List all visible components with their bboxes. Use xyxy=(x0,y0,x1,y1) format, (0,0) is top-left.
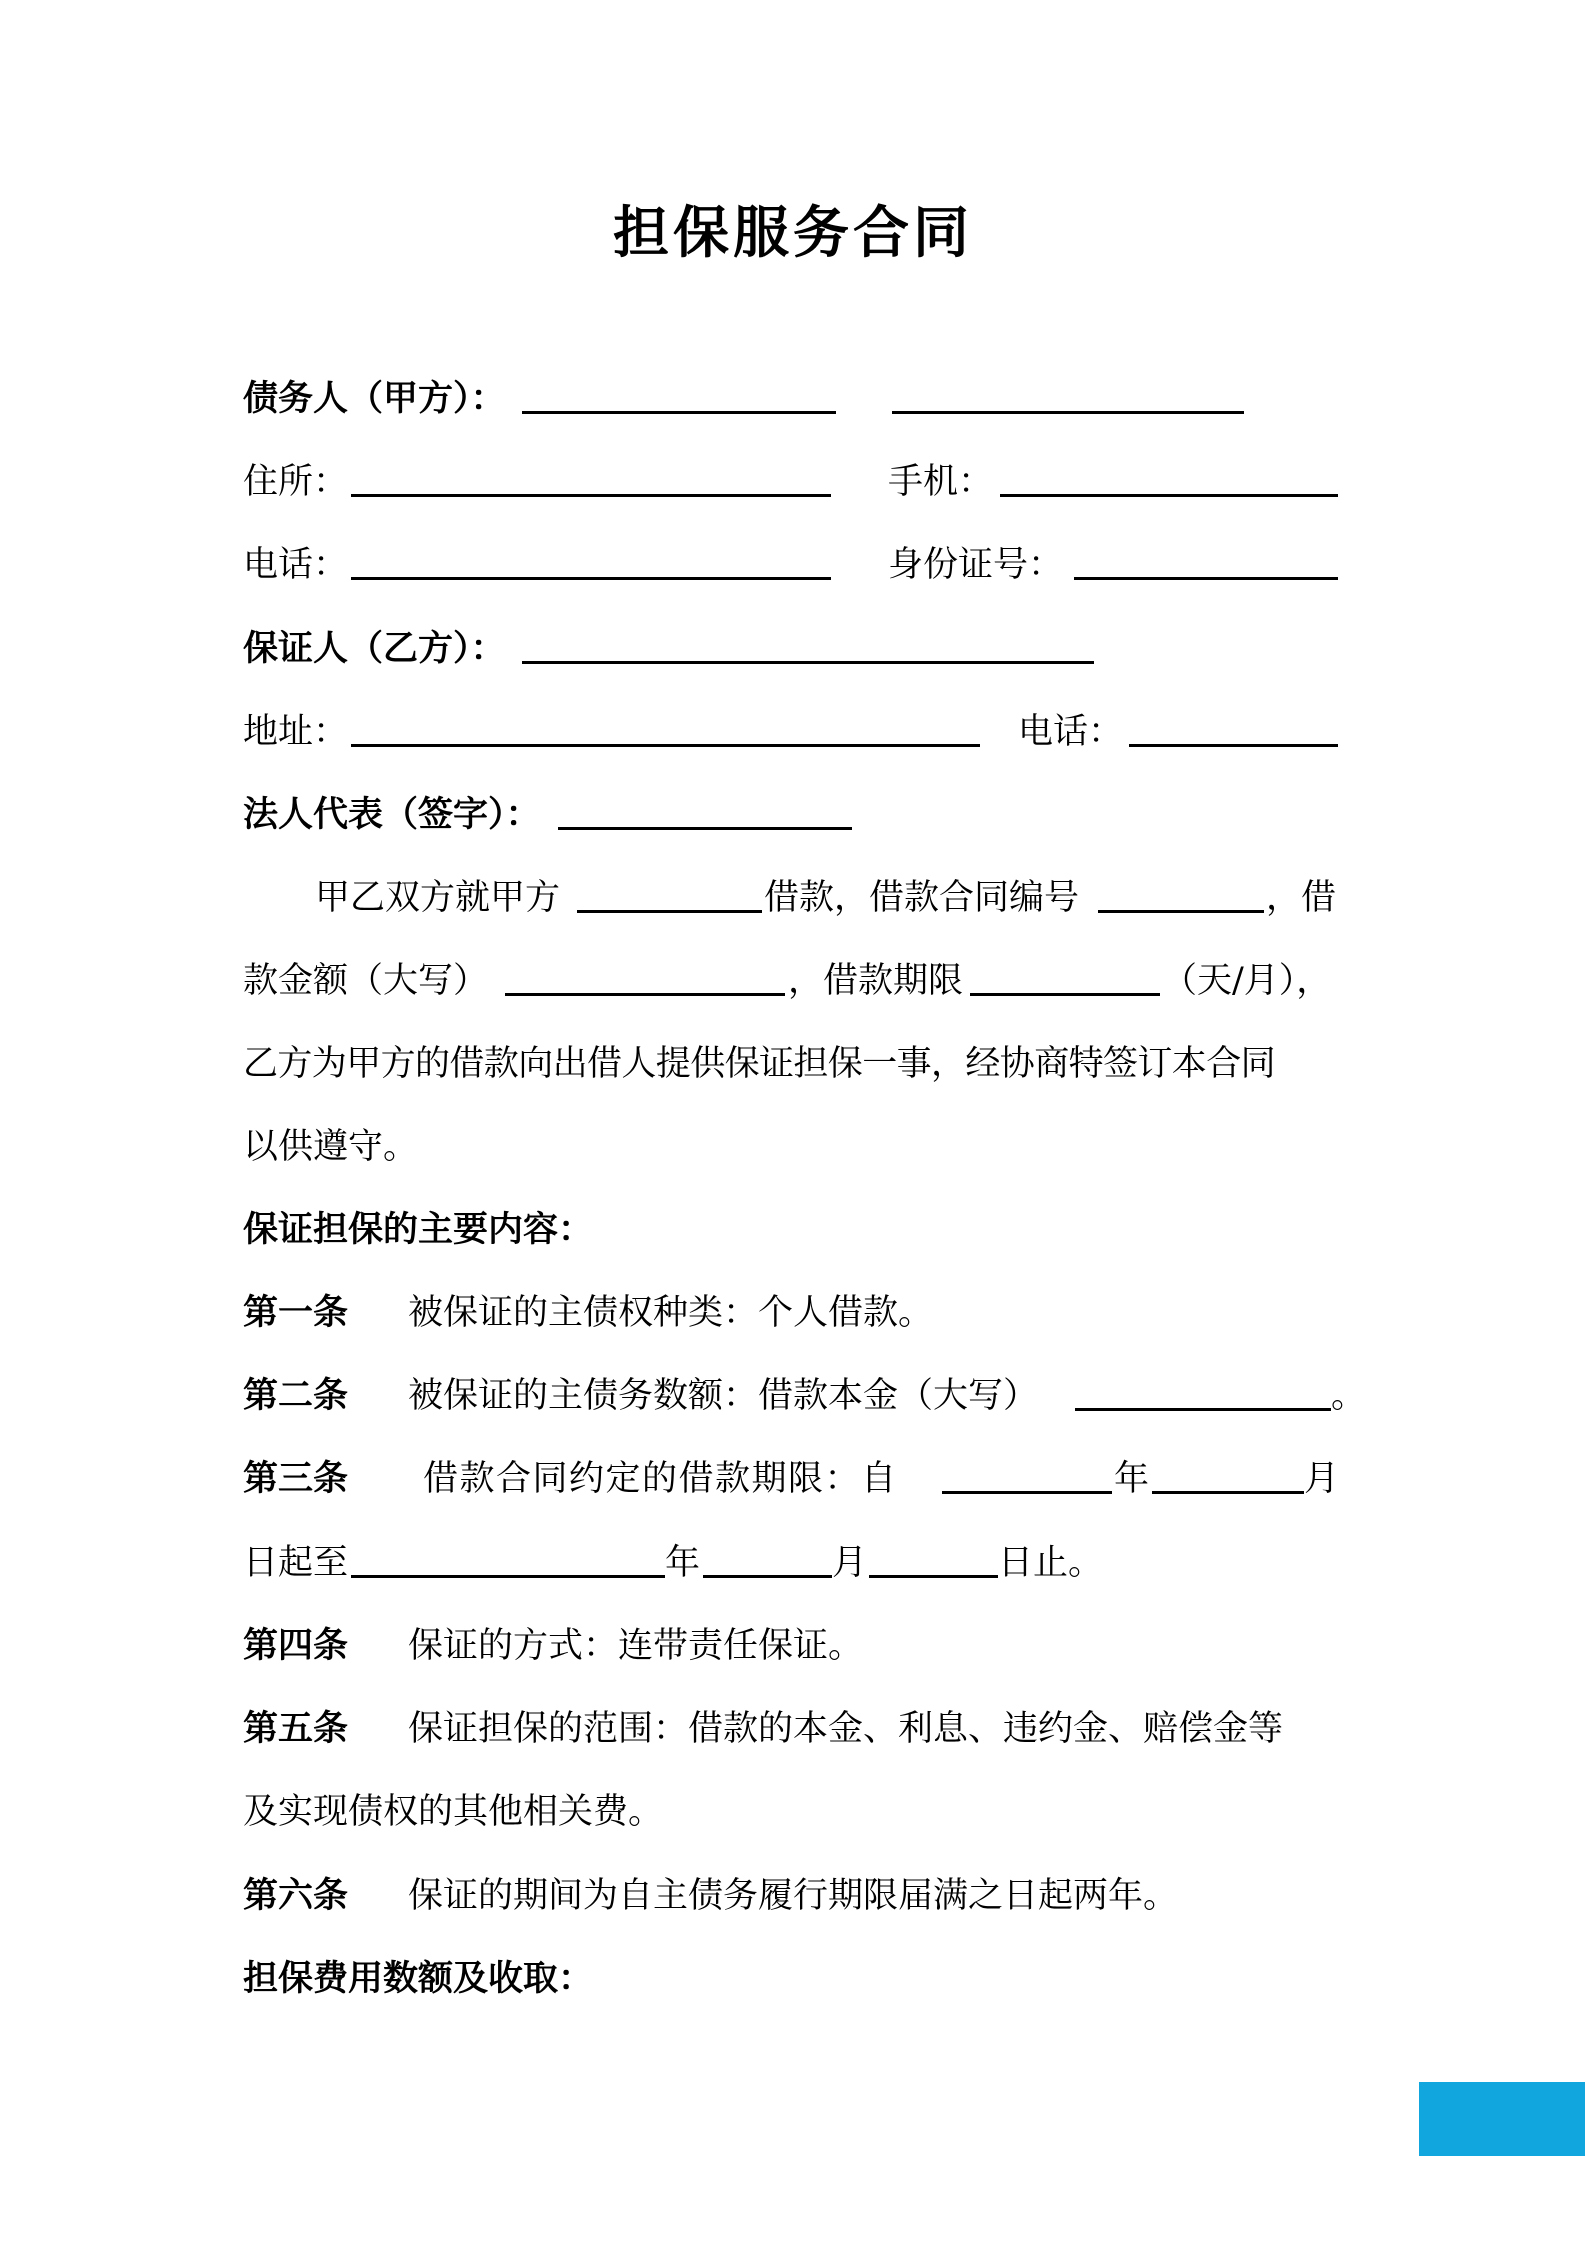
article-4 xyxy=(0,1624,1586,1674)
debtor-address-label: 住所： xyxy=(243,462,349,502)
legal-rep-label: 法人代表（签字）： xyxy=(243,794,541,835)
preamble-text: 款金额（大写） xyxy=(243,961,489,1001)
debtor-mobile-field[interactable] xyxy=(1000,494,1338,497)
loan-term-field[interactable] xyxy=(970,993,1160,996)
preamble-line-1 xyxy=(0,876,1586,926)
article-number: 第三条 xyxy=(243,1458,349,1499)
article-text: 月 xyxy=(1304,1459,1340,1499)
article-text: 及实现债权的其他相关费。 xyxy=(243,1792,664,1832)
preamble-text: 乙方为甲方的借款向出借人提供保证担保一事，经协商特签订本合同 xyxy=(243,1044,1276,1084)
principal-amount-field[interactable] xyxy=(1075,1408,1331,1411)
preamble-text: 借款，借款合同编号 xyxy=(764,878,1080,918)
section-heading: 担保费用数额及收取： xyxy=(243,1958,594,1999)
document-title: 担保服务合同 xyxy=(613,200,973,266)
legal-rep-row xyxy=(0,793,1586,843)
article-text: 日起至 xyxy=(243,1543,349,1583)
accent-color-block xyxy=(1419,2082,1585,2156)
loan-contract-number-field[interactable] xyxy=(1098,910,1264,913)
article-5-continued xyxy=(0,1790,1586,1840)
article-text: 借款合同约定的借款期限：自 xyxy=(423,1459,898,1499)
loan-purpose-field[interactable] xyxy=(577,910,762,913)
guarantor-phone-label: 电话： xyxy=(1018,712,1124,752)
article-number: 第五条 xyxy=(243,1708,349,1749)
section-heading: 保证担保的主要内容： xyxy=(243,1209,594,1250)
article-text: 年 xyxy=(665,1543,701,1583)
debtor-id-field[interactable] xyxy=(1074,577,1338,580)
debtor-label: 债务人（甲方）： xyxy=(243,378,506,419)
debtor-name-field[interactable] xyxy=(522,411,836,414)
guarantor-address-label: 地址： xyxy=(243,712,349,752)
debtor-row xyxy=(0,377,1586,427)
preamble-text: 以供遵守。 xyxy=(243,1127,419,1167)
article-text: 保证担保的范围：借款的本金、利息、违约金、赔偿金等 xyxy=(408,1709,1284,1749)
guarantor-name-field[interactable] xyxy=(522,661,1094,664)
article-text: 保证的期间为自主债务履行期限届满之日起两年。 xyxy=(408,1876,1179,1916)
preamble-text: （天/月）， xyxy=(1162,961,1332,1001)
article-number: 第二条 xyxy=(243,1375,349,1416)
preamble-line-4 xyxy=(0,1125,1586,1175)
debtor-phone-row xyxy=(0,543,1586,593)
guarantor-label: 保证人（乙方）： xyxy=(243,628,506,669)
guarantor-phone-field[interactable] xyxy=(1129,744,1338,747)
end-day-field[interactable] xyxy=(869,1575,998,1578)
debtor-phone-field[interactable] xyxy=(351,577,831,580)
start-year-field[interactable] xyxy=(942,1491,1112,1494)
article-number: 第六条 xyxy=(243,1875,349,1916)
debtor-address-field[interactable] xyxy=(351,494,831,497)
article-text: 年 xyxy=(1114,1459,1150,1499)
article-3 xyxy=(0,1457,1586,1507)
end-month-field[interactable] xyxy=(703,1575,832,1578)
article-text: 被保证的主债务数额：借款本金（大写） xyxy=(408,1376,1039,1416)
article-number: 第一条 xyxy=(243,1292,349,1333)
debtor-mobile-label: 手机： xyxy=(888,462,994,502)
article-3-continued xyxy=(0,1541,1586,1591)
section-main-heading xyxy=(0,1208,1586,1258)
article-text: 保证的方式：连带责任保证。 xyxy=(408,1626,864,1666)
article-5 xyxy=(0,1707,1586,1757)
preamble-text: 甲乙双方就甲方 xyxy=(315,878,561,918)
article-1 xyxy=(0,1291,1586,1341)
article-2 xyxy=(0,1374,1586,1424)
debtor-name-field-2[interactable] xyxy=(892,411,1244,414)
debtor-phone-label: 电话： xyxy=(243,545,349,585)
article-number: 第四条 xyxy=(243,1625,349,1666)
start-month-field[interactable] xyxy=(1152,1491,1304,1494)
debtor-id-label: 身份证号： xyxy=(888,545,1064,585)
preamble-text: ，借款期限 xyxy=(788,961,964,1001)
section-fee-heading xyxy=(0,1957,1586,2007)
guarantor-address-row xyxy=(0,710,1586,760)
preamble-text: ，借 xyxy=(1266,878,1337,918)
article-text: 。 xyxy=(1331,1376,1367,1416)
article-text: 日止。 xyxy=(998,1543,1104,1583)
end-year-field[interactable] xyxy=(351,1575,665,1578)
article-text: 月 xyxy=(832,1543,868,1583)
preamble-line-3 xyxy=(0,1042,1586,1092)
guarantor-address-field[interactable] xyxy=(351,744,980,747)
article-6 xyxy=(0,1874,1586,1924)
guarantor-row xyxy=(0,627,1586,677)
debtor-address-row xyxy=(0,460,1586,510)
legal-rep-signature-field[interactable] xyxy=(558,827,852,830)
preamble-line-2 xyxy=(0,959,1586,1009)
article-text: 被保证的主债权种类：个人借款。 xyxy=(408,1293,934,1333)
loan-amount-field[interactable] xyxy=(505,993,785,996)
